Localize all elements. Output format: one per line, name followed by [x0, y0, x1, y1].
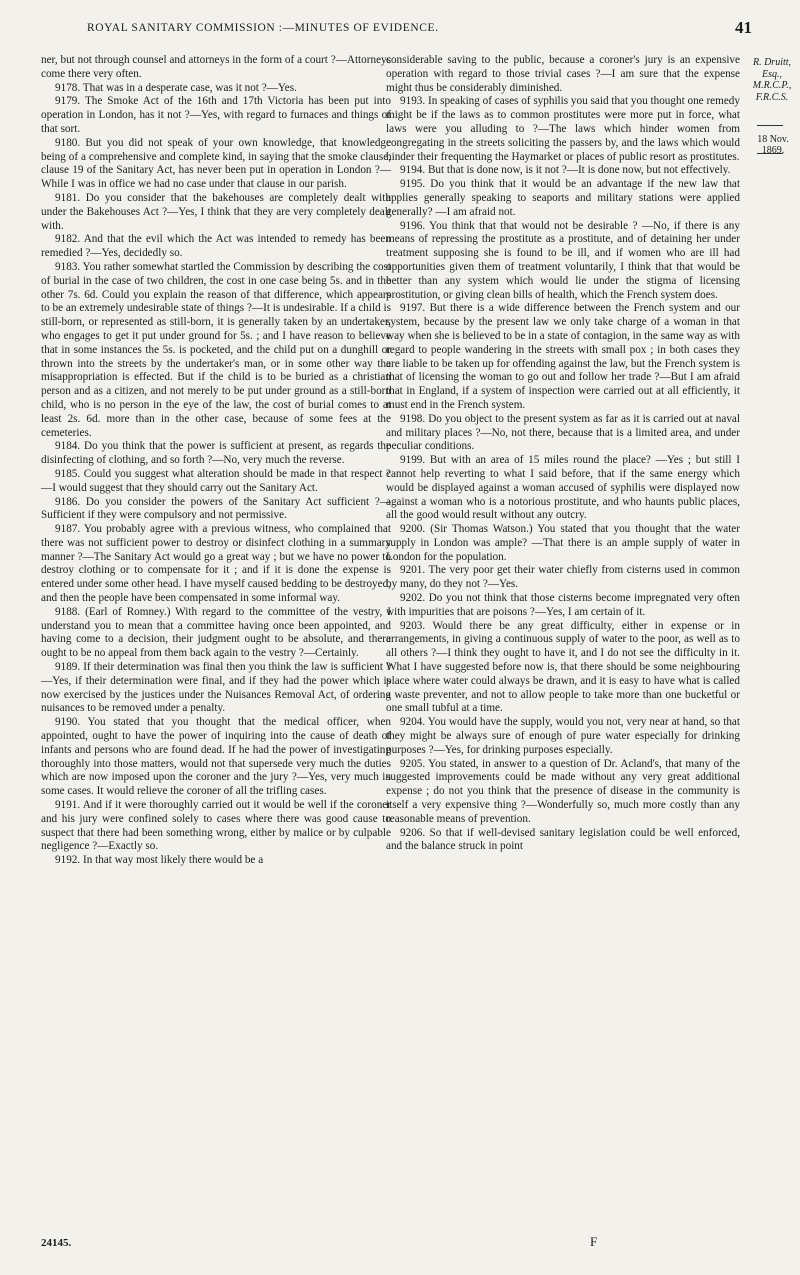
right-column — [386, 54, 740, 854]
paragraph: considerable saving to the public, because a coroner's jury is an expensive operation with regard to those trivial cases ?—I am sure that the expense might thus be considerably diminished. — [386, 54, 740, 94]
paragraph: 9205. You stated, in answer to a question of Dr. Acland's, that many of the suggested improvements could be made without any very great additional expense ; do not you think that the presence of disease in the community is itself a very expensive thing ?—Wonderfully so, much more costly than any reasonable means of prevention. — [386, 757, 740, 825]
paragraph: 9189. If their determination was final then you think the law is sufficient ?—Yes, if their determination were final, and if they had the power which is now exercised by the justices under the Nuisances Removal Act, of ordering nuisances to be removed under a penalty. — [41, 661, 391, 715]
print-code: 24145. — [41, 1237, 72, 1249]
page-number: 41 — [735, 18, 752, 37]
margin-divider — [757, 153, 783, 154]
paragraph: 9184. Do you think that the power is sufficient at present, as regards the disinfecting of clothing, and so forth ?—No, very much the reverse. — [41, 440, 391, 467]
paragraph: 9183. You rather somewhat startled the Commission by describing the cost of burial in the case of two children, the cost in one case being 5s. and in the other 7s. 6d. Could you explain the reason of that difference, which appears to be an extremely undesirable state of things ?—It is undesirable. If a child is still-born, or represented as still-born, it is generally taken by an undertaker, who engages to get it put under ground for 5s. ; and I have reason to believe that in some instances the 5s. is pocketed, and the child put on a dunghill or thrown into the streets by the undertaker's man, or in some other way the misappropriation is effected. But if the child is to be buried as a christian person and as a citizen, and not merely to be put under ground as a still-born child, who is no person in the eye of the law, the cost of burial comes to at least 2s. 6d. more than in the other case, because of some fees at the cemeteries. — [41, 260, 391, 439]
paragraph: 9180. But you did not speak of your own knowledge, that knowledge being of a comprehensive and complete kind, in saying that the smoke clause, clause 19 of the Sanitary Act, has never been put in operation in London ?—While I was in office we had no case under that clause in our parish. — [41, 136, 391, 191]
signature-mark: F — [590, 1234, 598, 1249]
paragraph: 9181. Do you consider that the bakehouses are completely dealt with under the Bakehouses Act ?—Yes, I think that they are very completely dealt with. — [41, 191, 391, 232]
paragraph: 9199. But with an area of 15 miles round the place? —Yes ; but still I cannot help reverting to what I said before, that if the same energy which would be displayed against a woman accused of syphilis were displayed now against a woman who is a notorious prostitute, and who haunts public places, all the good would result without any outcry. — [386, 454, 740, 522]
paragraph: 9194. But that is done now, is it not ?—It is done now, but not effectively. — [400, 164, 731, 177]
paragraph: 9196. You think that that would not be desirable ? —No, if there is any means of repressing the prostitute as a prostitute, and of detaining her under treatment supposing she is found to be ill, and if women who are ill had opportunities given them of treatment voluntarily, I think that that would be better than any system which would lie under the stigma of licensing prostitution, or giving clean bills of health, which the French system does. — [386, 219, 740, 301]
running-header — [40, 18, 752, 42]
paragraph: 9188. (Earl of Romney.) With regard to the committee of the vestry, I understand you to mean that a committee having once been appointed, and having come to a decision, their judgment ought to be absolute, and there ought to be no appeal from them back again to the vestry ?—Certainly. — [41, 605, 391, 660]
paragraph: 9178. That was in a desperate case, was it not ?—Yes. — [55, 81, 297, 94]
paragraph: 9204. You would have the supply, would you not, very near at hand, so that they might be always sure of enough of pure water especially for drinking purposes ?—Yes, for drinking purposes especially. — [386, 716, 740, 756]
running-title: ROYAL SANITARY COMMISSION :—MINUTES OF EVIDENCE. — [87, 22, 439, 34]
paragraph: 9206. So that if well-devised sanitary legislation could be well enforced, and the balance struck in point — [386, 826, 740, 853]
paragraph: 9179. The Smoke Act of the 16th and 17th Victoria has been put into operation in London, has it not ?—Yes, with regard to furnaces and things of that sort. — [41, 95, 391, 135]
witness-margin-note: R. Druitt, Esq., M.R.C.P., F.R.C.S. — [752, 57, 792, 103]
paragraph: 9182. And that the evil which the Act was intended to remedy has been remedied ?—Yes, decidedly so. — [41, 233, 391, 260]
paragraph: 9187. You probably agree with a previous witness, who complained that there was not sufficient power to destroy or disinfect clothing in a summary manner ?—The Sanitary Act would go a great way ; but we have no power to destroy clothing or to compensate for it ; and if it is done the expense is entered under some other head. I have myself caused bedding to be destroyed, and then the people have been compensated in some informal way. — [41, 523, 391, 605]
paragraph: 9190. You stated that you thought that the medical officer, when appointed, ought to have the power of inquiring into the cause of death of infants and persons who are found dead. If he had the power of investigating thoroughly into those matters, would not that supersede very much the duties which are now imposed upon the coroner and the jury ?—Yes, very much in some cases. It would relieve the coroner of all the trifling cases. — [41, 716, 391, 798]
paragraph: 9203. Would there be any great difficulty, either in expense or in arrangements, in giving a continuous supply of water to the poor, as well as to all others ?—I think they ought to have it, and I do not see the difficulty in it. What I have suggested before now is, that there should be some neighbouring place where water could always be drawn, and it is easy to have what is called a waste preventer, and not to allow people to take more than one bucketful or one small tubful at a time. — [386, 619, 740, 715]
date-margin-note: 18 Nov. 1869. — [757, 134, 789, 156]
paragraph: ner, but not through counsel and attorneys in the form of a court ?—Attorneys come there very often. — [41, 54, 391, 80]
paragraph: 9201. The very poor get their water chiefly from cisterns used in common by many, do they not ?—Yes. — [386, 564, 740, 591]
left-column — [41, 54, 391, 868]
paragraph: 9200. (Sir Thomas Watson.) You stated that you thought that the water supply in London was ample? —That there is an ample supply of water in London for the population. — [386, 523, 740, 563]
paragraph: 9192. In that way most likely there would be a — [55, 854, 264, 867]
paragraph: 9186. Do you consider the powers of the Sanitary Act sufficient ?—Sufficient if they were compulsory and not permissive. — [41, 495, 391, 522]
margin-divider — [757, 125, 783, 126]
paragraph: 9193. In speaking of cases of syphilis you said that you thought one remedy might be if the laws as to common prostitutes were more put in force, what laws were you alluding to ?—The laws which hinder women from congregating in the streets soliciting the passers by, and the laws which would hinder their frequenting the Haymarket or places of public resort as prostitutes. — [386, 95, 740, 163]
paragraph: 9197. But there is a wide difference between the French system and our system, because by the present law we only take charge of a woman in that way when she is believed to be in a state of contagion, in the same way as with regard to people wandering in the streets with small pox ; in both cases they are liable to be taken up for offending against the law, but the French system is that of licensing the woman to go out and follow her trade ?—But I am afraid that in England, if a system of inspection were carried out at all efficiently, it must end in the French system. — [386, 302, 740, 411]
paragraph: 9191. And if it were thoroughly carried out it would be well if the coroner and his jury were confined solely to cases where there was good cause to suspect that there had been something wrong, either by malice or by culpable negligence ?—Exactly so. — [41, 799, 391, 853]
paragraph: 9198. Do you object to the present system as far as it is carried out at naval and military places ?—No, not there, because that is a limited area, and under peculiar conditions. — [386, 412, 740, 453]
paragraph: 9195. Do you think that it would be an advantage if the new law that applies generally speaking to seaports and military stations were applied generally? —I am afraid not. — [386, 178, 740, 218]
paragraph: 9202. Do you not think that those cisterns become impregnated very often with impurities that are poisons ?—Yes, I am certain of it. — [386, 592, 740, 618]
paragraph: 9185. Could you suggest what alteration should be made in that respect ?—I would suggest that they should carry out the Sanitary Act. — [41, 467, 391, 494]
